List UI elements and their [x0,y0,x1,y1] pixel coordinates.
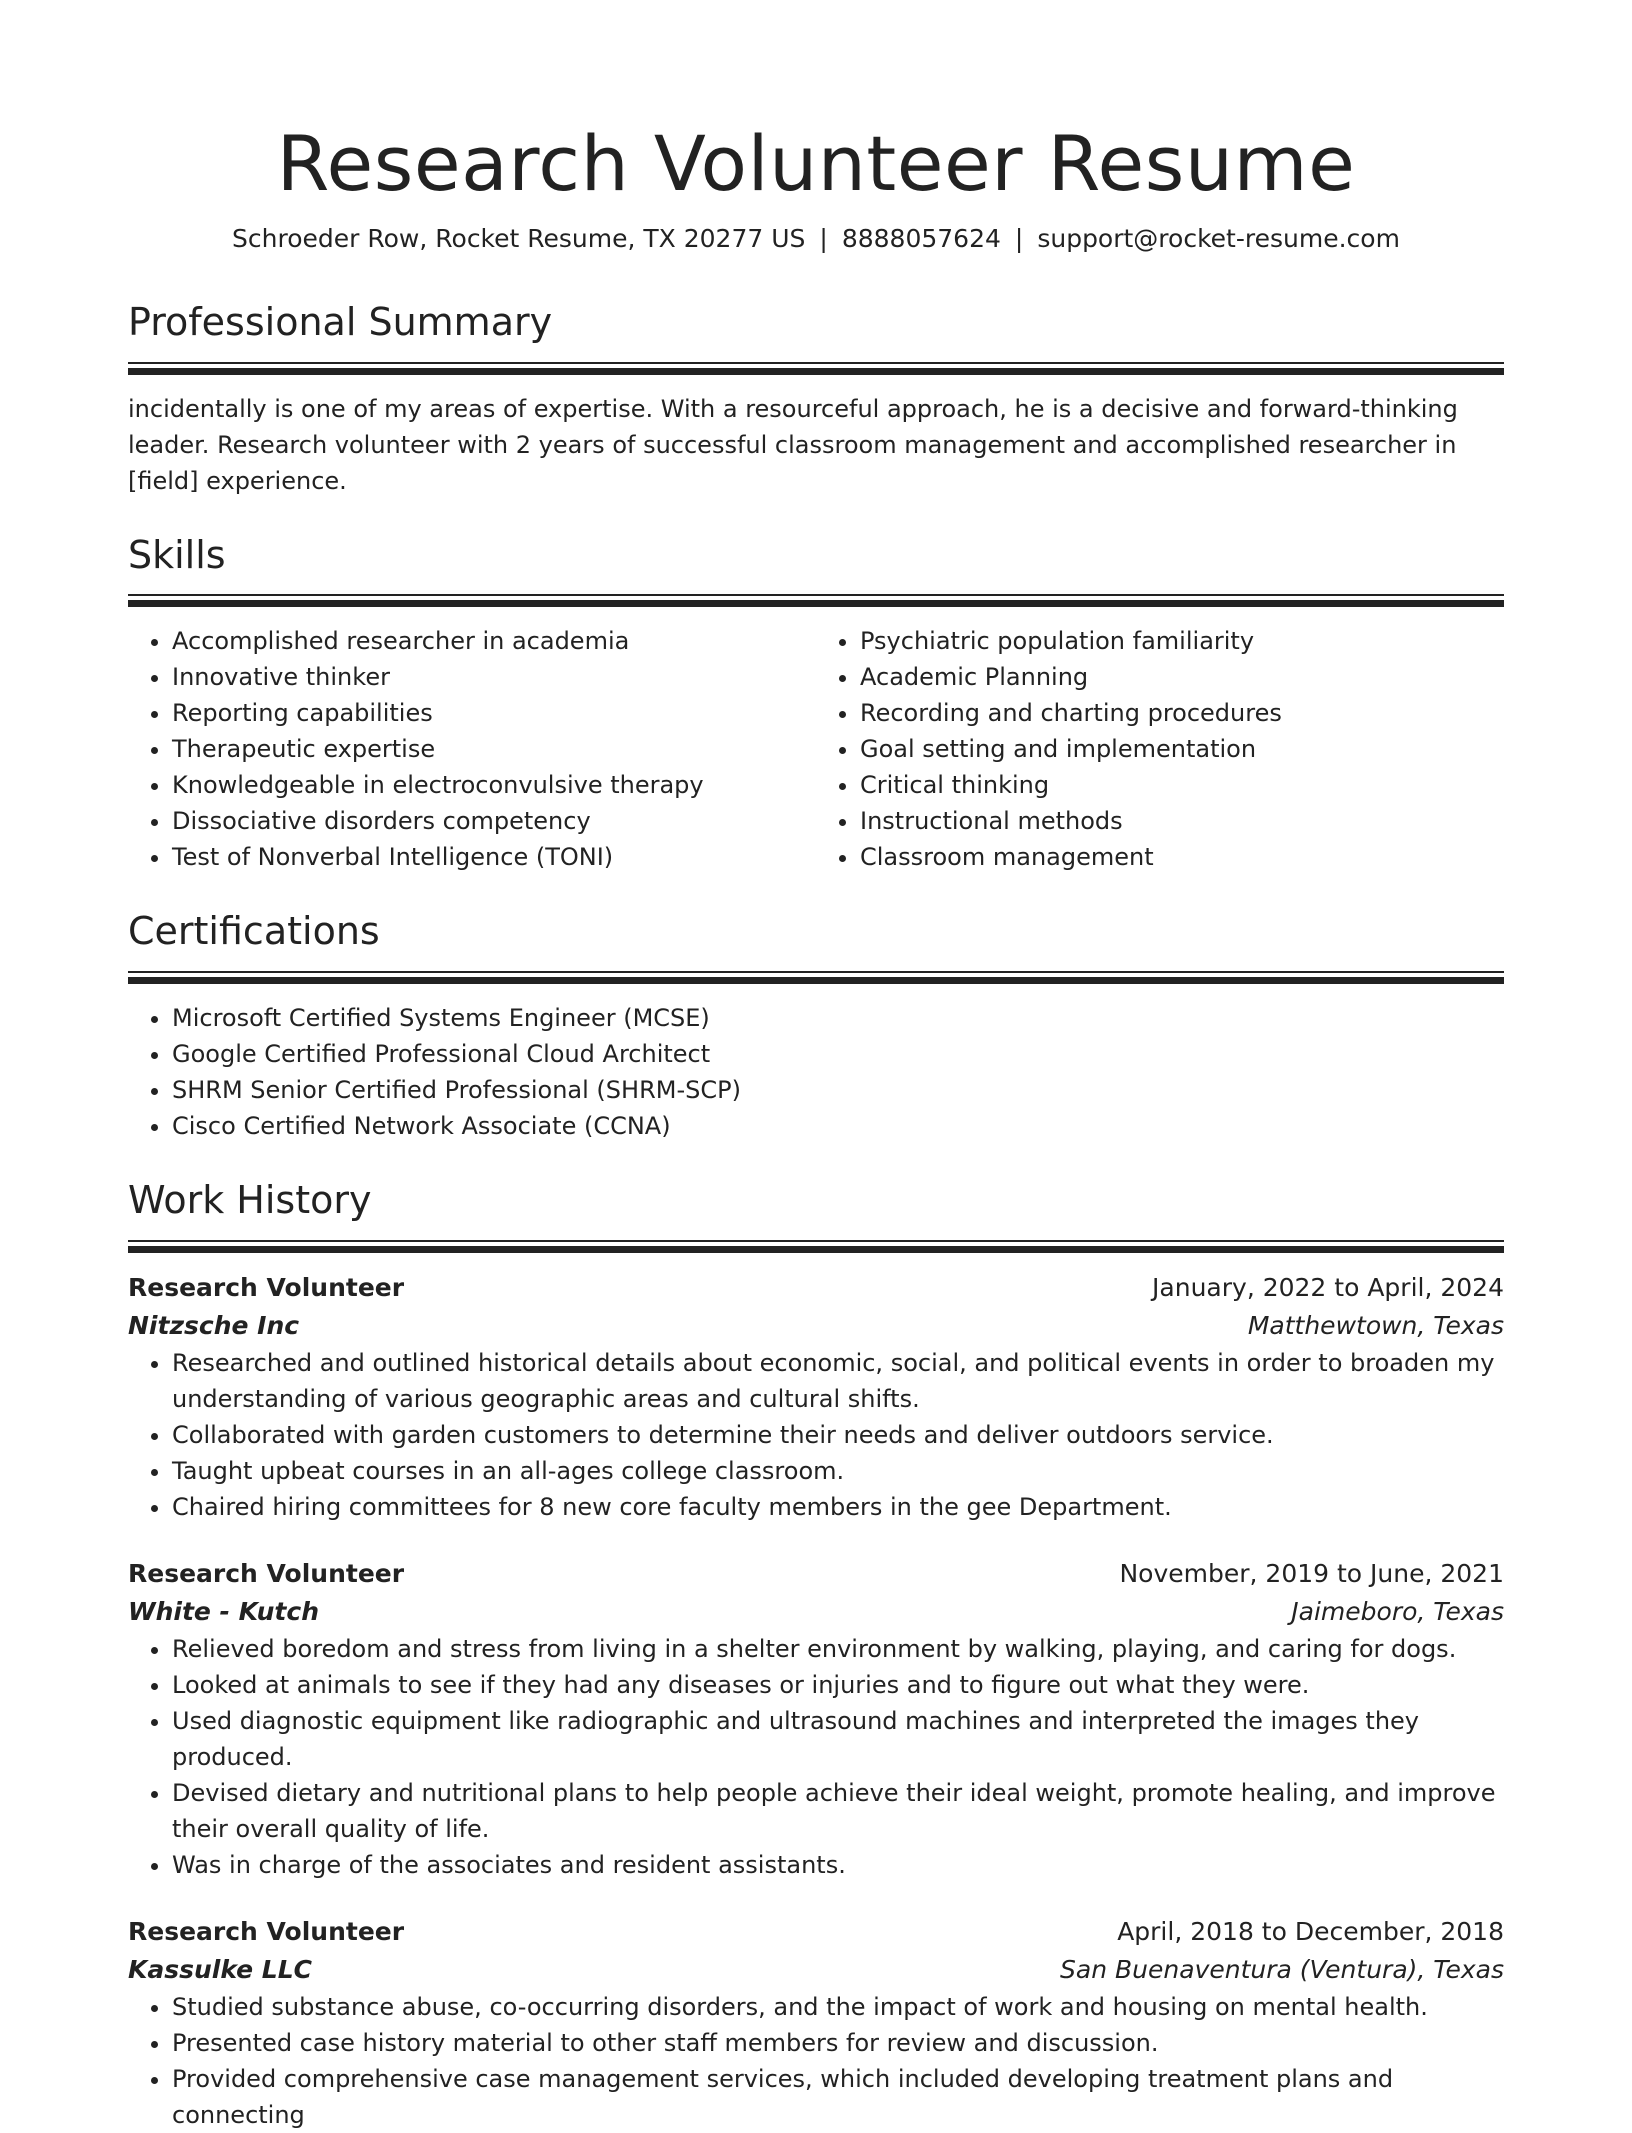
job-dates: November, 2019 to June, 2021 [1119,1558,1504,1588]
section-divider [128,971,1504,984]
job-bullet: • Relieved boredom and stress from living in a shelter environment by walking, playing, and caring for dogs. [172,1631,1504,1667]
job-subheader-row [128,1307,1504,1345]
skill-item: • Reporting capabilities [172,695,816,731]
job-subheader-row [128,1593,1504,1631]
skills-list-left [128,623,816,875]
section-divider [128,362,1504,375]
job-dates: April, 2018 to December, 2018 [1117,1916,1504,1946]
job-title: Research Volunteer [128,1272,405,1302]
job-location: San Buenaventura (Ventura), Texas [1060,1954,1504,1984]
job-header-row [128,1555,1504,1593]
job-bullet: • Researched and outlined historical details about economic, social, and political events in order to broaden my understanding of various geographic areas and cultural shifts. [172,1345,1504,1417]
skill-item: • Classroom management [860,839,1504,875]
summary-section [128,300,1504,499]
resume-title: Research Volunteer Resume [276,119,1356,208]
job-subheader-row [128,1951,1504,1989]
section-divider [128,594,1504,607]
job-bullet: • Studied substance abuse, co-occurring disorders, and the impact of work and housing on mental health. [172,1989,1504,2025]
job-title: Research Volunteer [128,1916,405,1946]
section-divider [128,1240,1504,1253]
work-history-section [128,1178,1504,2133]
skills-section [128,533,1504,876]
certification-item: • SHRM Senior Certified Professional (SHRM-SCP) [172,1072,1504,1108]
job-location: Matthewtown, Texas [1247,1310,1504,1340]
job-bullet: • Collaborated with garden customers to determine their needs and deliver outdoors service. [172,1417,1504,1453]
skills-columns [128,623,1504,875]
skill-item: • Instructional methods [860,803,1504,839]
job-header-row [128,1913,1504,1951]
job-bullet: • Provided comprehensive case management services, which included developing treatment plans and connecting [172,2061,1504,2133]
job-bullet: • Was in charge of the associates and resident assistants. [172,1847,1504,1883]
certification-item: • Google Certified Professional Cloud Architect [172,1036,1504,1072]
job-entry [128,1913,1504,2133]
skill-item: • Innovative thinker [172,659,816,695]
job-company: Nitzsche Inc [128,1310,300,1340]
job-title: Research Volunteer [128,1558,405,1588]
contact-separator: | [819,224,828,254]
job-bullet: • Presented case history material to other staff members for review and discussion. [172,2025,1504,2061]
certification-item: • Cisco Certified Network Associate (CCNA) [172,1108,1504,1144]
section-heading-summary: Professional Summary [128,300,553,345]
section-heading-certifications: Certifications [128,909,380,954]
job-location: Jaimeboro, Texas [1291,1596,1504,1626]
job-bullet: • Chaired hiring committees for 8 new core faculty members in the gee Department. [172,1489,1504,1525]
job-entry [128,1555,1504,1883]
job-bullet: • Used diagnostic equipment like radiographic and ultrasound machines and interpreted the images they produced. [172,1703,1504,1775]
resume-page [128,0,1504,2133]
skill-item: • Dissociative disorders competency [172,803,816,839]
certifications-section [128,909,1504,1144]
section-heading-skills: Skills [128,532,226,577]
job-bullets [128,1631,1504,1883]
contact-address: Schroeder Row, Rocket Resume, TX 20277 US [232,224,806,254]
skill-item: • Therapeutic expertise [172,731,816,767]
skill-item: • Academic Planning [860,659,1504,695]
job-company: White - Kutch [128,1596,320,1626]
contact-separator: | [1014,224,1024,254]
skill-item: • Knowledgeable in electroconvulsive therapy [172,767,816,803]
job-bullet: • Taught upbeat courses in an all-ages college classroom. [172,1453,1504,1489]
job-dates: January, 2022 to April, 2024 [1152,1272,1504,1302]
skills-list-right [816,623,1504,875]
skill-item: • Psychiatric population familiarity [860,623,1504,659]
skill-item: • Accomplished researcher in academia [172,623,816,659]
job-bullet: • Looked at animals to see if they had any diseases or injuries and to figure out what they were. [172,1667,1504,1703]
skill-item: • Test of Nonverbal Intelligence (TONI) [172,839,816,875]
section-heading-work-history: Work History [128,1177,372,1222]
certification-item: • Microsoft Certified Systems Engineer (MCSE) [172,1000,1504,1036]
job-company: Kassulke LLC [128,1954,312,1984]
job-entry [128,1269,1504,1525]
certifications-list [128,1000,1504,1144]
skill-item: • Goal setting and implementation [860,731,1504,767]
job-bullets [128,1989,1504,2133]
skill-item: • Critical thinking [860,767,1504,803]
contact-email: support@rocket-resume.com [1037,224,1400,254]
skill-item: • Recording and charting procedures [860,695,1504,731]
contact-line [128,221,1504,256]
job-bullets [128,1345,1504,1525]
contact-phone: 8888057624 [841,224,1001,254]
summary-text: incidentally is one of my areas of expertise. With a resourceful approach, he is a decisive and forward-thinking leader. Research volunteer with 2 years of successful classroom management and accomplished researcher in [field] experience. [128,394,1458,495]
job-bullet: • Devised dietary and nutritional plans to help people achieve their ideal weight, promote healing, and improve their overall quality of life. [172,1775,1504,1847]
job-header-row [128,1269,1504,1307]
